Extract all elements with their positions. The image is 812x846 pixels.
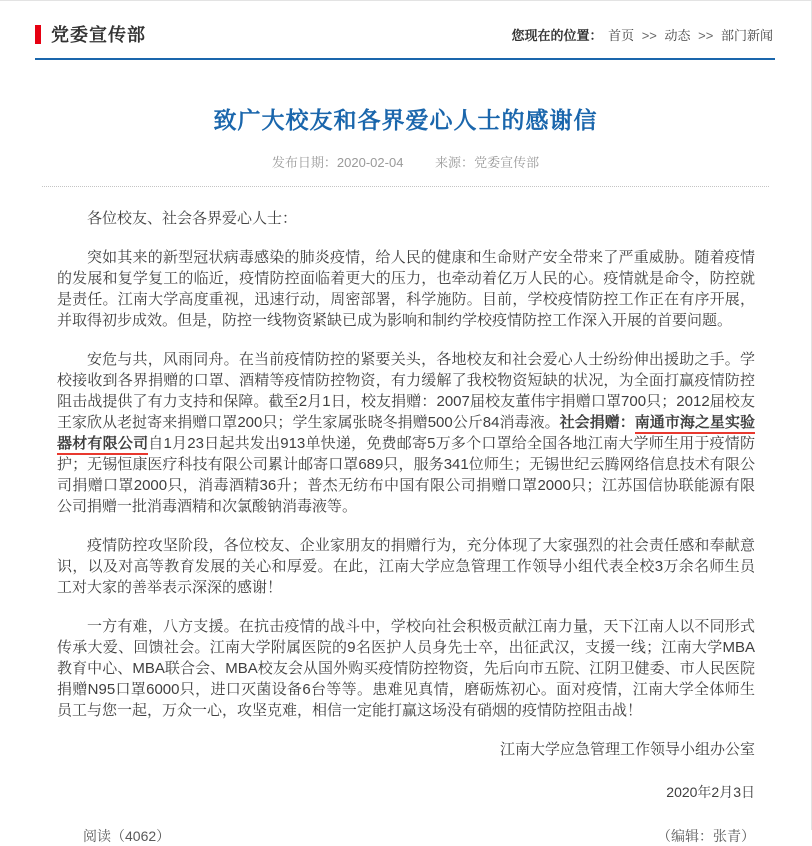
source-value: 党委宣传部 (474, 155, 540, 170)
outbreak-paragraph: 突如其来的新型冠状病毒感染的肺炎疫情，给人民的健康和生命财产安全带来了严重威胁。随着疫情的发展和复学复工的临近，疫情防控面临着更大的压力，也牵动着亿万人民的心。疫情就是命令，防控就是责任。江南大学高度重视，迅速行动，周密部署，科学施防。目前，学校疫情防控工作正在有序开展，并取得初步成效。但是，防控一线物资紧缺已成为影响和制约学校疫情防控工作深入开展的首要问题。 (57, 249, 755, 329)
support-paragraph: 一方有难，八方支援。在抗击疫情的战斗中，学校向社会积极贡献江南力量，天下江南人以不同形式传承大爱、回馈社会。江南大学附属医院的9名医护人员身先士卒，出征武汉，支援一线；江南大学MBA教育中心、MBA联合会、MBA校友会从国外购买疫情防控物资，先后向市五院、江阴卫健委、市人民医院捐赠N95口罩6000只，进口灭菌设备6台等等。患难见真情，磨砺炼初心。面对疫情，江南大学全体师生员工与您一起，万众一心，攻坚克难，相信一定能打赢这场没有硝烟的疫情防控阻击战！ (57, 618, 755, 719)
page-title: 致广大校友和各界爱心人士的感谢信 (213, 107, 598, 133)
breadcrumb-separator: >> (698, 27, 714, 43)
article-source (435, 155, 539, 170)
publish-date-value: 2020-02-04 (336, 155, 404, 170)
publish-date-label: 发布日期： (271, 155, 337, 170)
breadcrumb-link-home[interactable]: 首页 (608, 27, 635, 43)
breadcrumb-link-news[interactable]: 动态 (664, 27, 691, 43)
red-accent-bar (35, 25, 41, 44)
section-header (35, 21, 775, 60)
breadcrumb-label: 您现在的位置： (511, 27, 603, 43)
editor-credit: （编辑：张青） (657, 828, 755, 844)
donations-paragraph (57, 349, 755, 517)
section-title: 党委宣传部 (51, 25, 146, 45)
social-donation-label: 社会捐赠： (559, 414, 635, 431)
section-brand (35, 21, 146, 47)
breadcrumb-separator: >> (641, 27, 657, 43)
signature-line: 江南大学应急管理工作领导小组办公室 (499, 741, 755, 758)
read-count: 阅读（4062） (83, 828, 171, 844)
breadcrumb (511, 25, 775, 44)
salutation-paragraph: 各位校友、社会各界爱心人士： (87, 210, 298, 227)
donations-text-after: 自1月23日起共发出913单快递，免费邮寄5万多个口罩给全国各地江南大学师生用于疫情防护；无锡恒康医疗科技有限公司累计邮寄口罩689只，服务341位师生；无锡世纪云腾网络信息技术有限公司捐赠口罩2000只，消毒酒精36升；普杰无纺布中国有限公司捐赠口罩2000只；江苏国信协联能源有限公司捐赠一批消毒酒精和次氯酸钠消毒液等。 (57, 435, 755, 515)
page-footer (83, 826, 755, 846)
breadcrumb-link-department-news[interactable]: 部门新闻 (720, 27, 773, 43)
source-label: 来源： (435, 155, 475, 170)
dotted-divider (42, 186, 769, 187)
gratitude-paragraph: 疫情防控攻坚阶段，各位校友、企业家朋友的捐赠行为，充分体现了大家强烈的社会责任感和奉献意识，以及对高等教育发展的关心和厚爱。在此，江南大学应急管理工作领导小组代表全校3万余名师生员工对大家的善举表示深深的感谢！ (57, 537, 755, 596)
donations-text-before: 安危与共，风雨同舟。在当前疫情防控的紧要关头，各地校友和社会爱心人士纷纷伸出援助之手。学校接收到各界捐赠的口罩、酒精等疫情防控物资，有力缓解了我校物资短缺的状况，为全面打赢疫情防控阻击战提供了有力支持和保障。截至2月1日，校友捐赠：2007届校友董伟宇捐赠口罩700只；2012届校友王家欣从老挝寄来捐赠口罩200只；学生家属张晓冬捐赠500公斤84消毒液。 (57, 351, 755, 431)
company-name-highlight: 南通市海之星实验器材有限公司 (57, 414, 755, 455)
publish-date (272, 155, 404, 170)
signature-date: 2020年2月3日 (666, 784, 755, 800)
article-meta (0, 152, 811, 171)
article-body (57, 208, 755, 721)
